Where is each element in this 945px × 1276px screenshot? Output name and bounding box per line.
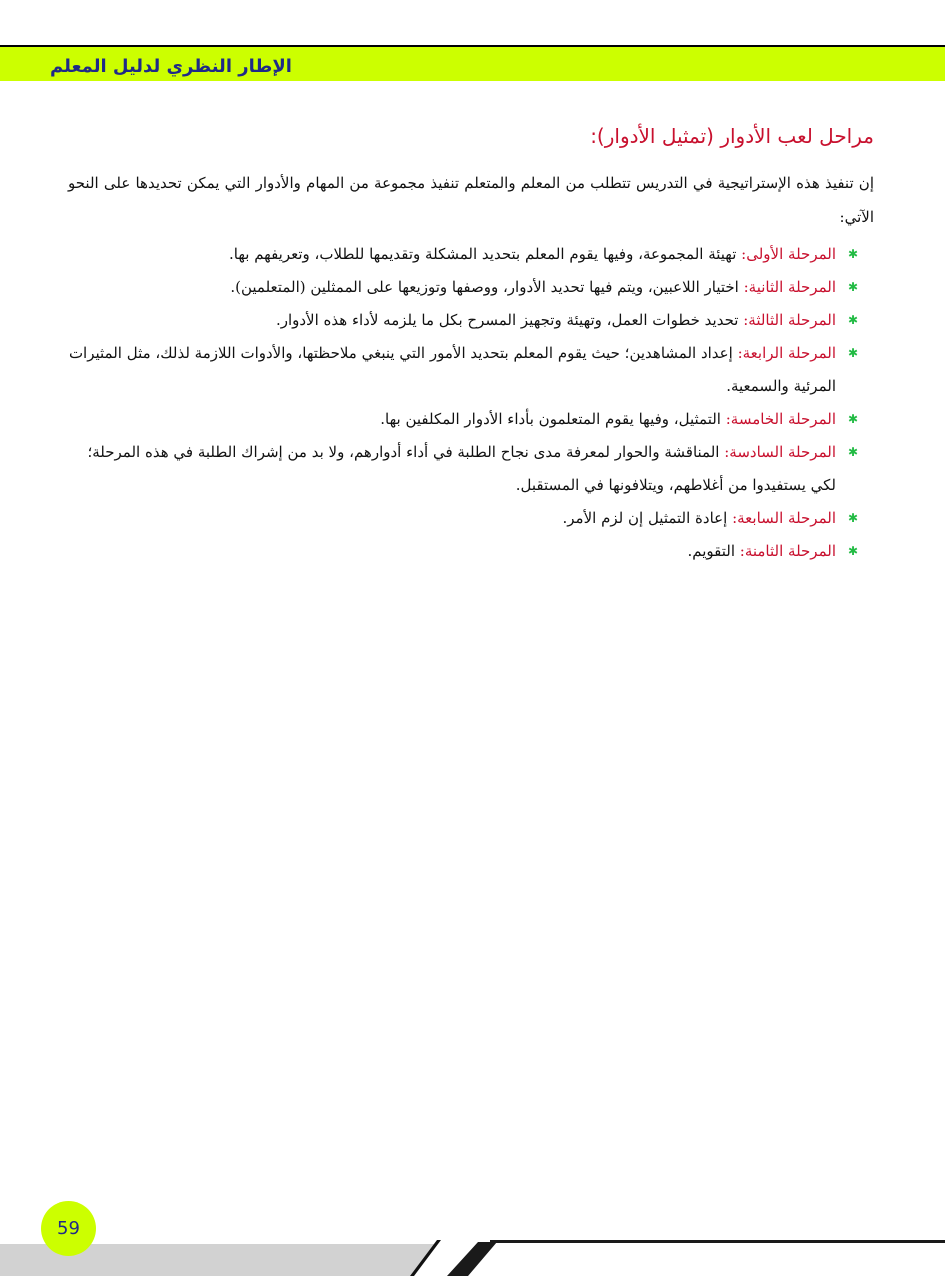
header-title: الإطار النظري لدليل المعلم: [50, 56, 292, 77]
stage-label: المرحلة الثامنة:: [739, 542, 836, 560]
footer-decoration: [0, 1236, 945, 1276]
footer-rule: [490, 1240, 945, 1243]
star-bullet-icon: ✱: [847, 511, 859, 525]
star-bullet-icon: ✱: [847, 280, 859, 294]
stage-description: التمثيل، وفيها يقوم المتعلمون بأداء الأدوار المكلفين بها.: [380, 410, 726, 428]
star-bullet-icon: ✱: [847, 412, 859, 426]
stage-item: [68, 337, 874, 403]
stage-label: المرحلة الرابعة:: [737, 344, 836, 362]
footer-dark-wedge: [447, 1242, 497, 1276]
stage-description: إعداد المشاهدين؛ حيث يقوم المعلم بتحديد الأمور التي ينبغي ملاحظتها، والأدوات اللازمة لذلك، مثل المثيرات المرئية والسمعية.: [68, 344, 836, 395]
stage-item: [68, 403, 874, 436]
stage-description: تهيئة المجموعة، وفيها يقوم المعلم بتحديد المشكلة وتقديمها للطلاب، وتعريفهم بها.: [229, 245, 742, 263]
stage-list: [68, 238, 874, 568]
stage-label: المرحلة الثانية:: [743, 278, 836, 296]
page-number-badge: 59: [41, 1201, 96, 1256]
intro-paragraph: إن تنفيذ هذه الإستراتيجية في التدريس تتطلب من المعلم والمتعلم تنفيذ مجموعة من المهام والأدوار التي يمكن تحديدها على النحو الآتي:: [68, 174, 874, 226]
stage-description: التقويم.: [687, 542, 740, 560]
stage-item: [68, 271, 874, 304]
stage-item: [68, 502, 874, 535]
stage-description: تحديد خطوات العمل، وتهيئة وتجهيز المسرح بكل ما يلزمه لأداء هذه الأدوار.: [275, 311, 744, 329]
stage-label: المرحلة السادسة:: [724, 443, 836, 461]
star-bullet-icon: ✱: [847, 313, 859, 327]
stage-description: اختيار اللاعبين، ويتم فيها تحديد الأدوار، ووصفها وتوزيعها على الممثلين (المتعلمين).: [230, 278, 744, 296]
stage-item: [68, 535, 874, 568]
stage-label: المرحلة السابعة:: [732, 509, 836, 527]
stage-item: [68, 304, 874, 337]
star-bullet-icon: ✱: [847, 544, 859, 558]
stage-item: [68, 436, 874, 502]
star-bullet-icon: ✱: [847, 346, 859, 360]
section-heading: مراحل لعب الأدوار (تمثيل الأدوار):: [590, 124, 874, 148]
stage-item: [68, 238, 874, 271]
stage-description: إعادة التمثيل إن لزم الأمر.: [562, 509, 733, 527]
star-bullet-icon: ✱: [847, 247, 859, 261]
stage-description: المناقشة والحوار لمعرفة مدى نجاح الطلبة في أداء أدوارهم، ولا بد من إشراك الطلبة في هذه المرحلة؛ لكي يستفيدوا من أغلاطهم، ويتلافونها في المستقبل.: [87, 443, 836, 494]
main-content: [68, 120, 874, 568]
stage-label: المرحلة الأولى:: [741, 245, 836, 263]
star-bullet-icon: ✱: [847, 445, 859, 459]
stage-label: المرحلة الثالثة:: [743, 311, 836, 329]
stage-label: المرحلة الخامسة:: [725, 410, 836, 428]
